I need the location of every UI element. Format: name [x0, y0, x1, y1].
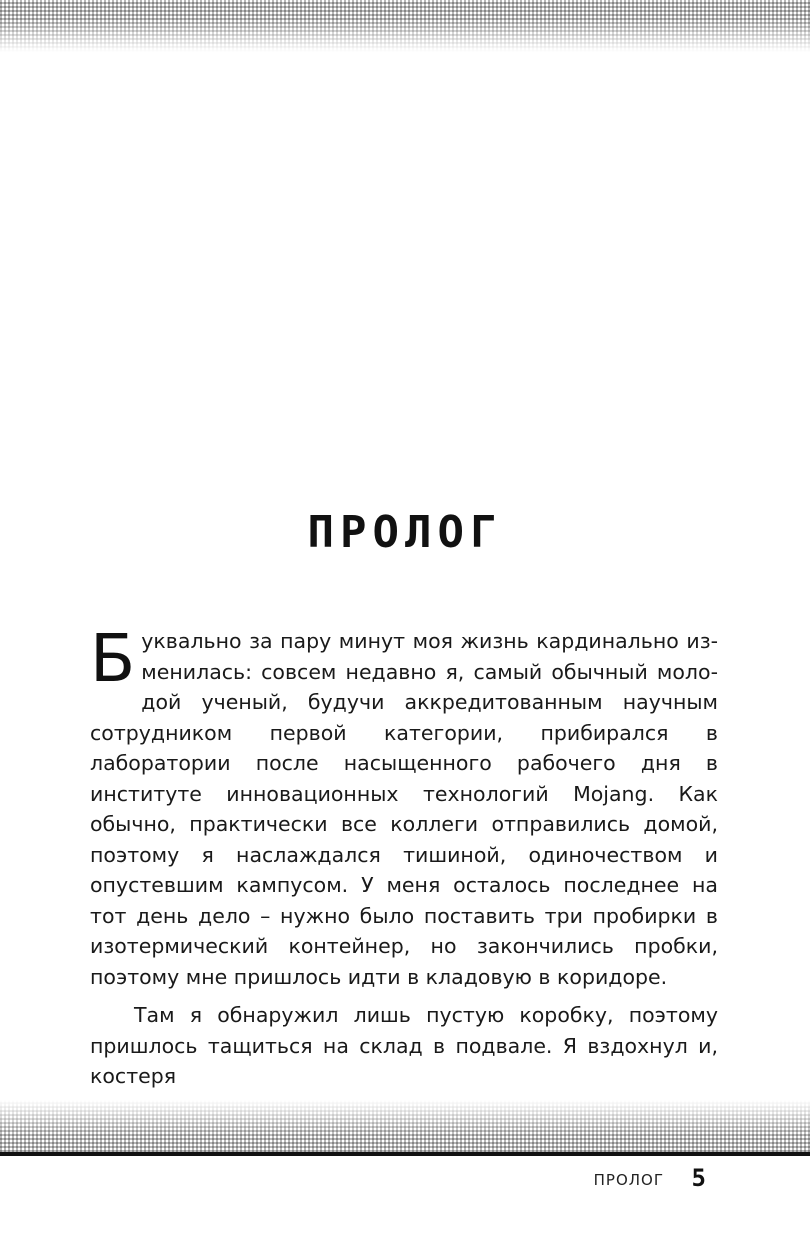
top-dither-border	[0, 0, 810, 52]
footer-rule	[0, 1152, 810, 1156]
paragraph-1-text: уквально за пару минут моя жизнь кардинально изменилась: совсем недавно я, самый обычный молодой ученый, будучи аккредитованным научным сотрудником первой категории, прибирался в лаборатории после насыщенного рабочего дня в институте инновационных технологий Mojang. Как обычно, практически все коллеги отправились домой, поэтому я наслаждался тишиной, одиночеством и опустевшим кампусом. У меня осталось последнее на тот день дело – нужно было поставить три пробирки в изотермический контейнер, но закончились пробки, поэтому мне пришлось идти в кладовую в коридоре.	[90, 629, 718, 989]
chapter-title: ПРОЛОГ	[307, 507, 503, 559]
page-number: 5	[691, 1164, 706, 1192]
running-head: ПРОЛОГ	[593, 1171, 664, 1189]
dropcap: Б	[90, 620, 136, 697]
body-text	[90, 620, 718, 1092]
bottom-dither-border	[0, 1100, 810, 1152]
paragraph-1	[90, 620, 718, 992]
paragraph-2: Там я обнаружил лишь пустую коробку, поэтому пришлось тащиться на склад в подвале. Я вздохнул и, костеря	[90, 1003, 718, 1088]
